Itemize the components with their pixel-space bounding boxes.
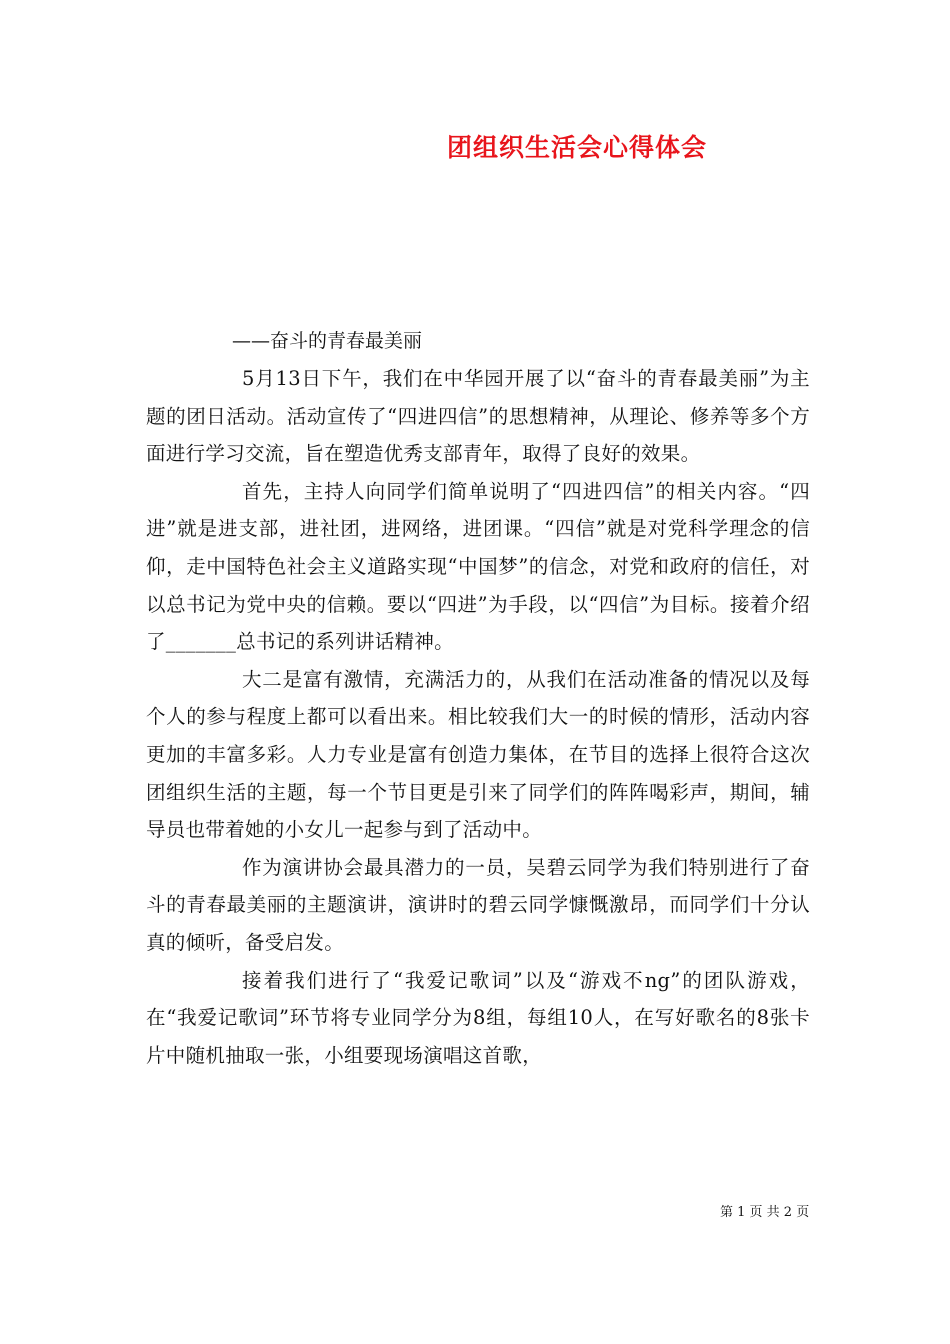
paragraph-2: 首先，主持人向同学们简单说明了“四进四信”的相关内容。“四进”就是进支部，进社团，进网络，进团课。“四信”就是对党科学理念的信仰，走中国特色社会主义道路实现“中国梦”的信念，对党和政府的信任，对以总书记为党中央的信赖。要以“四进”为手段，以“四信”为目标。接着介绍了_______总书记的系列讲话精神。 xyxy=(146,479,810,654)
page-number-footer: 第 1 页 共 2 页 xyxy=(720,1205,810,1220)
paragraph-4: 作为演讲协会最具潜力的一员，吴碧云同学为我们特别进行了奋斗的青春最美丽的主题演讲，演讲时的碧云同学慷慨激昂，而同学们十分认真的倾听，备受启发。 xyxy=(146,855,810,954)
document-subtitle: ——奋斗的青春最美丽 xyxy=(232,330,423,352)
document-body xyxy=(146,360,810,1074)
document-title: 团组织生活会心得体会 xyxy=(446,133,707,162)
paragraph-5: 接着我们进行了“我爱记歌词”以及“游戏不ng”的团队游戏，在“我爱记歌词”环节将专业同学分为8组，每组10人，在写好歌名的8张卡片中随机抽取一张，小组要现场演唱这首歌， xyxy=(146,968,810,1067)
paragraph-1: 5月13日下午，我们在中华园开展了以“奋斗的青春最美丽”为主题的团日活动。活动宣传了“四进四信”的思想精神，从理论、修养等多个方面进行学习交流，旨在塑造优秀支部青年，取得了良好的效果。 xyxy=(146,367,810,466)
paragraph-3: 大二是富有激情，充满活力的，从我们在活动准备的情况以及每个人的参与程度上都可以看出来。相比较我们大一的时候的情形，活动内容更加的丰富多彩。人力专业是富有创造力集体，在节目的选择上很符合这次团组织生活的主题，每一个节目更是引来了同学们的阵阵喝彩声，期间，辅导员也带着她的小女儿一起参与到了活动中。 xyxy=(146,667,810,842)
